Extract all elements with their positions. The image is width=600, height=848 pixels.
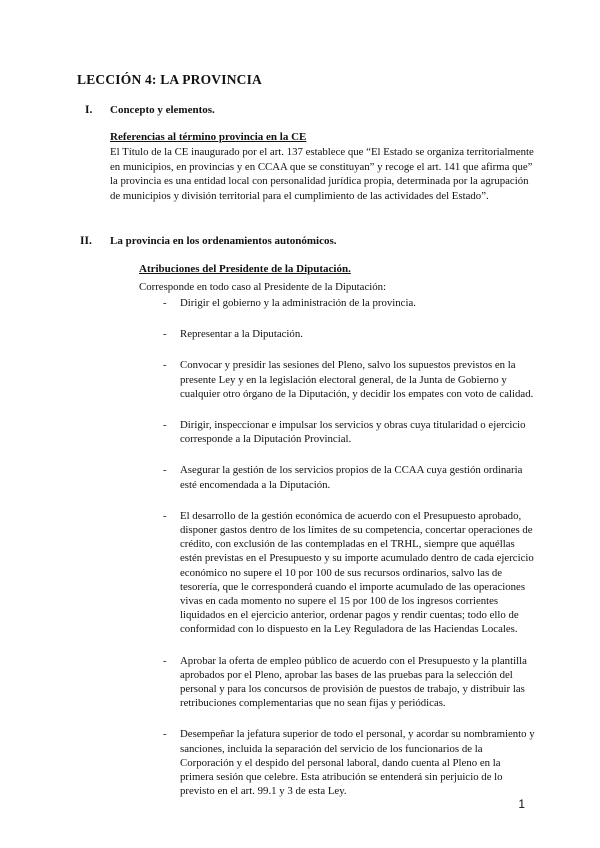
section-1-subheading: Referencias al término provincia en la CE: [110, 131, 307, 143]
list-item: [163, 418, 535, 446]
list-item: [163, 727, 535, 798]
page-number: 1: [518, 797, 525, 811]
list-item: [163, 463, 535, 491]
list-item-text: Dirigir el gobierno y la administración de la provincia.: [180, 297, 416, 309]
list-item-text: El desarrollo de la gestión económica de acuerdo con el Presupuesto aprobado, disponer gastos dentro de los límites de su competencia, concertar operaciones de crédito, con exclusión de las contempladas en el TRHL, siempre que aquéllas estén previstas en el Presupuesto y su importe acumulado dentro de cada ejercicio económico no supere el 10 por 100 de sus recursos ordinarios, salvo las de tesorería, que le corresponderá cuando el importe acumulado de las operaciones vivas en cada momento no supere el 15 por 100 de los ingresos corrientes liquidados en el ejercicio anterior, ordenar pagos y rendir cuentas; todo ello de conformidad con lo dispuesto en la Ley Reguladora de las Haciendas Locales.: [180, 509, 534, 636]
list-dash: -: [163, 328, 167, 341]
section-1-paragraph: El Título de la CE inaugurado por el art. 137 establece que “El Estado se organiza territorialmente en municipios, en provincias y en CCAA que se constituyan” y recoge el art. 141 que afirma que” la provincia es una entidad local con personalidad jurídica propia, determinada por la agrupación de municipios y división territorial para el cumplimiento de las actividades del Estado”.: [110, 146, 534, 202]
section-1-number: I.: [85, 104, 93, 116]
list-item-text: Asegurar la gestión de los servicios propios de la CCAA cuya gestión ordinaria esté encomendada a la Diputación.: [180, 464, 523, 491]
list-item-text: Desempeñar la jefatura superior de todo el personal, y acordar su nombramiento y sanciones, incluida la separación del servicio de los funcionarios de la Corporación y el despido del personal laboral, dando cuenta al Pleno en la primera sesión que celebre. Esta atribución se entenderá sin perjuicio de lo previsto en el art. 99.1 y 3 de esta Ley.: [180, 728, 535, 798]
list-dash: -: [163, 654, 167, 667]
section-2-number: II.: [80, 235, 92, 247]
list-item: [163, 296, 535, 310]
list-item: [163, 327, 535, 341]
attributions-list: [163, 296, 535, 815]
list-dash: -: [163, 297, 167, 309]
list-dash: -: [163, 464, 167, 477]
list-item: [163, 654, 535, 711]
section-2-intro: Corresponde en todo caso al Presidente de la Diputación:: [139, 281, 387, 293]
list-item-text: Aprobar la oferta de empleo público de acuerdo con el Presupuesto y la plantilla aprobados por el Pleno, aprobar las bases de las pruebas para la selección del personal y para los concursos de provisión de puestos de trabajo, y distribuir las retribuciones complementarias que no sean fijas y periódicas.: [180, 654, 527, 710]
list-dash: -: [163, 419, 167, 432]
section-1-title: Concepto y elementos.: [110, 104, 215, 116]
section-2-title: La provincia en los ordenamientos autonómicos.: [110, 235, 337, 247]
list-item-text: Dirigir, inspeccionar e impulsar los servicios y obras cuya titularidad o ejercicio corresponde a la Diputación Provincial.: [180, 419, 526, 446]
section-2-subheading: Atribuciones del Presidente de la Diputación.: [139, 263, 351, 275]
lesson-title: LECCIÓN 4: LA PROVINCIA: [77, 72, 262, 87]
list-dash: -: [163, 509, 167, 522]
list-dash: -: [163, 728, 167, 741]
list-dash: -: [163, 359, 167, 372]
list-item: [163, 358, 535, 401]
list-item: [163, 509, 535, 637]
list-item-text: Convocar y presidir las sesiones del Pleno, salvo los supuestos previstos en la presente Ley y en la legislación electoral general, de la Junta de Gobierno y cualquier otro órgano de la Diputación, y decidir los empates con voto de calidad.: [180, 359, 534, 400]
list-item-text: Representar a la Diputación.: [180, 328, 303, 341]
